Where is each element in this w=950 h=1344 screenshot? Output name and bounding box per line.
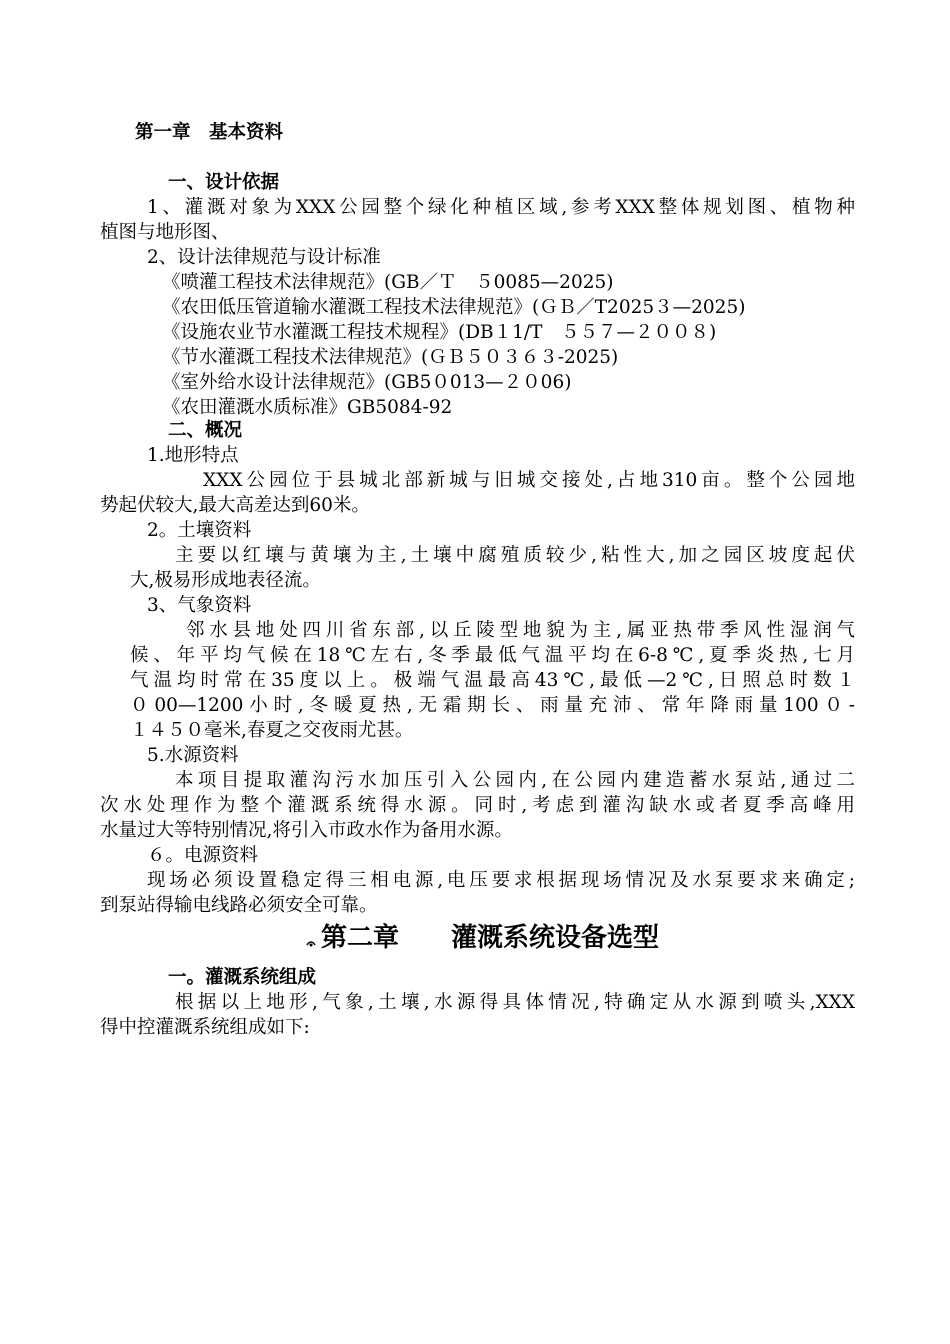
anchor-mark-icon: [305, 936, 317, 948]
climate-line5: １４５０毫米,春夏之交夜雨尤甚。: [130, 720, 414, 741]
water-source-line3: 水量过大等特别情况,将引入市政水作为备用水源。: [100, 820, 513, 841]
power-source-line1: 现场必须设置稳定得三相电源,电压要求根据现场情况及水泵要求来确定;: [147, 870, 855, 891]
standard-item: 《设施农业节水灌溉工程技术规程》(DB１1/T ５５７—２００８): [162, 322, 717, 343]
chapter2-title-row: [305, 920, 659, 956]
standard-item: 《农田灌溉水质标准》GB5084-92: [162, 397, 453, 418]
chapter2-title: 第二章 灌溉系统设备选型: [321, 923, 660, 953]
composition-intro-line1: 根据以上地形,气象,土壤,水源得具体情况,特确定从水源到喷头,XXX: [175, 992, 855, 1013]
standard-item: 《农田低压管道输水灌溉工程技术法律规范》(ＧＢ／T2025３—2025): [162, 297, 746, 318]
composition-intro-line2: 得中控灌溉系统组成如下:: [100, 1017, 310, 1038]
standard-item: 《节水灌溉工程技术法律规范》(ＧＢ５０３６３-2025): [162, 347, 619, 368]
water-source-line1: 本项目提取灌沟污水加压引入公园内,在公园内建造蓄水泵站,通过二: [175, 770, 855, 791]
section-design-basis-heading: 一、设计依据: [168, 172, 280, 193]
design-basis-item1-line1: 1、灌溉对象为XXX公园整个绿化种植区域,参考XXX整体规划图、植物种: [147, 197, 855, 218]
water-source-line2: 次水处理作为整个灌溉系统得水源。同时,考虑到灌沟缺水或者夏季高峰用: [100, 795, 855, 816]
chapter1-title: 第一章 基本资料: [135, 122, 284, 143]
standard-item: 《室外给水设计法律规范》(GB5０013—２０06): [162, 372, 572, 393]
water-source-title: 5.水源资料: [147, 745, 239, 766]
power-source-title: ６。电源资料: [147, 845, 259, 866]
section-system-composition-heading: 一。灌溉系统组成: [168, 967, 317, 988]
terrain-line1: XXX公园位于县城北部新城与旧城交接处,占地310亩。整个公园地: [203, 470, 855, 491]
design-basis-item2: 2、设计法律规范与设计标准: [147, 247, 381, 268]
terrain-title: 1.地形特点: [147, 445, 239, 466]
terrain-line2: 势起伏较大,最大高差达到60米。: [100, 495, 370, 516]
soil-line1: 主要以红壤与黄壤为主,土壤中腐殖质较少,粘性大,加之园区坡度起伏: [175, 545, 855, 566]
climate-line4: ０00—1200小时,冬暖夏热,无霜期长、雨量充沛、常年降雨量100０-: [130, 695, 855, 716]
power-source-line2: 到泵站得输电线路必须安全可靠。: [100, 895, 378, 916]
climate-line1: 邻水县地处四川省东部,以丘陵型地貌为主,属亚热带季风性湿润气: [186, 620, 855, 641]
soil-line2: 大,极易形成地表径流。: [130, 570, 321, 591]
section-overview-heading: 二、概况: [168, 420, 243, 441]
design-basis-item1-line2: 植图与地形图、: [100, 222, 230, 243]
standard-item: 《喷灌工程技术法律规范》(GB／Ｔ ５0085—2025): [162, 272, 614, 293]
climate-line3: 气温均时常在35度以上。极端气温最高43℃,最低—2℃,日照总时数１: [130, 670, 855, 691]
climate-line2: 候、年平均气候在18℃左右,冬季最低气温平均在6-8℃,夏季炎热,七月: [130, 645, 855, 666]
soil-title: 2。土壤资料: [147, 520, 252, 541]
climate-title: 3、气象资料: [147, 595, 252, 616]
